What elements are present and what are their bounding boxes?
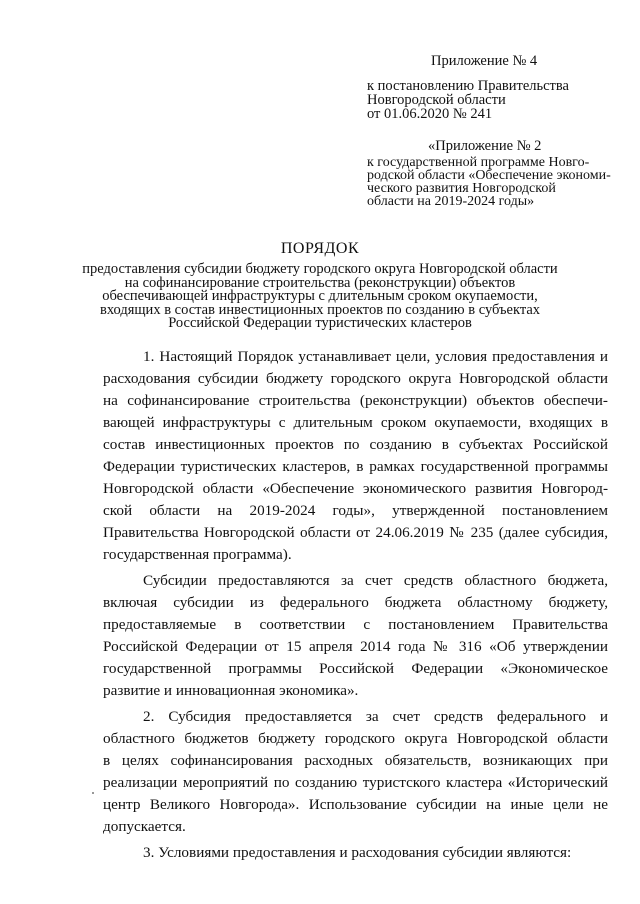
- paragraph-line: Российской Федерации от 15 апреля 2014 года № 316 «Об утверждении: [103, 638, 608, 655]
- paragraph-line: центр Великого Новгорода». Использование субсидии на иные цели не: [103, 796, 608, 813]
- paragraph-line: реализации мероприятий по созданию туристского кластера «Исторический: [103, 774, 608, 791]
- paragraph-line: Новгородской области «Обеспечение экономического развития Новгород-: [103, 480, 608, 497]
- paragraph-line: на софинансирование строительства (реконструкции) объектов обеспечи-: [103, 392, 608, 409]
- paragraph-line: состав инвестиционных проектов по созданию в субъектах Российской: [103, 436, 608, 453]
- annex-4-line: от 01.06.2020 № 241: [367, 106, 493, 122]
- paragraph-1: [103, 346, 608, 566]
- annex-4-line: Новгородской области: [367, 92, 506, 108]
- paragraph-line: областного бюджетов бюджету городского округа Новгородской области: [103, 730, 608, 747]
- subtitle-line: предоставления субсидии бюджету городского округа Новгородской области: [82, 261, 558, 277]
- paragraph-4: [103, 842, 608, 864]
- paragraph-line: предоставляемые в соответствии с постановлением Правительства: [103, 616, 608, 633]
- document-body: [103, 346, 608, 864]
- annex-4-line: к постановлению Правительства: [367, 78, 569, 94]
- annex-2-line: к государственной программе Новго-: [367, 155, 590, 170]
- annex-2-line: области на 2019-2024 годы»: [367, 194, 535, 209]
- annex-4-title-text: Приложение № 4: [431, 53, 538, 69]
- document-subtitle: [0, 263, 640, 331]
- paragraph-line: включая субсидии из федерального бюджета областному бюджету,: [103, 594, 608, 611]
- annex-2-reference: [367, 156, 611, 208]
- paragraph-line: 1. Настоящий Порядок устанавливает цели, условия предоставления и: [143, 348, 608, 365]
- paragraph-line: в целях софинансирования расходных обязательств, возникающих при: [103, 752, 608, 769]
- paragraph-line: допускается.: [103, 818, 186, 835]
- paragraph-line: Субсидии предоставляются за счет средств областного бюджета,: [143, 572, 608, 589]
- annex-4-title: [431, 54, 537, 68]
- paragraph-line: 2. Субсидия предоставляется за счет средств федерального и: [143, 708, 608, 725]
- scan-speck: [92, 792, 94, 794]
- paragraph-line: Правительства Новгородской области от 24.06.2019 № 235 (далее субсидия,: [103, 524, 608, 541]
- paragraph-line: ской области на 2019-2024 годы», утвержденной постановлением: [103, 502, 608, 519]
- paragraph-line: государственной программы Российской Федерации «Экономическое: [103, 660, 608, 677]
- subtitle-line: Российской Федерации туристических кластеров: [168, 315, 472, 332]
- subtitle-line: обеспечивающей инфраструктуры с длительным сроком окупаемости,: [102, 288, 538, 305]
- annex-2-title: [428, 139, 541, 153]
- annex-2-line: ческого развития Новгородской: [367, 181, 556, 196]
- paragraph-3: [103, 706, 608, 838]
- paragraph-line: 3. Условиями предоставления и расходования субсидии являются:: [143, 844, 572, 861]
- annex-4-reference: [367, 79, 569, 121]
- paragraph-line: расходования субсидии бюджету городского округа Новгородской области: [103, 370, 608, 387]
- paragraph-line: государственная программа).: [103, 546, 292, 563]
- paragraph-line: Федерации туристических кластеров, в рамках государственной программы: [103, 458, 608, 475]
- subtitle-line: на софинансирование строительства (реконструкции) объектов: [124, 274, 516, 291]
- annex-2-title-text: «Приложение № 2: [428, 138, 542, 154]
- paragraph-line: развитие и инновационная экономика».: [103, 682, 359, 699]
- paragraph-line: вающей инфраструктуры с длительным сроком окупаемости, входящих в: [103, 414, 608, 431]
- subtitle-line: входящих в состав инвестиционных проектов по созданию в субъектах: [99, 301, 541, 318]
- document-title: ПОРЯДОК: [280, 240, 360, 257]
- paragraph-2: [103, 570, 608, 702]
- annex-2-line: родской области «Обеспечение экономи-: [367, 168, 611, 183]
